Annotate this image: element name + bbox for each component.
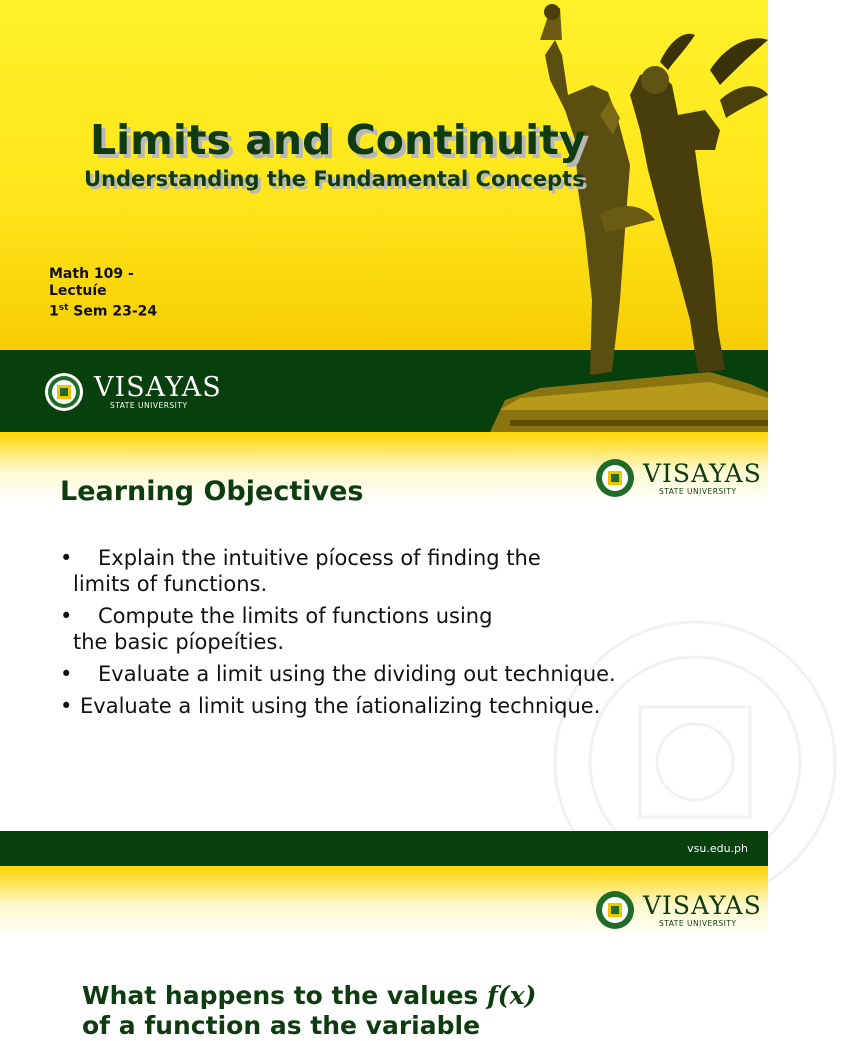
footer-band (0, 831, 768, 866)
title-slide (0, 0, 768, 432)
vsu-logo (595, 890, 762, 930)
presentation-subtitle: Understanding the Fundamental Concepts (84, 167, 585, 191)
presentation-title: Limits and Continuity (90, 116, 586, 164)
bullet: • (60, 604, 73, 628)
list-item (60, 603, 750, 655)
list-item (60, 693, 750, 719)
bullet: • (60, 694, 73, 718)
question-prefix: What happens to the values (82, 981, 488, 1010)
section-heading: Learning Objectives (60, 476, 364, 507)
course-info (49, 266, 157, 321)
vsu-logo (595, 458, 762, 498)
question-text (82, 981, 536, 1041)
logo-subtext: STATE UNIVERSITY (110, 400, 188, 410)
statue-illustration (480, 0, 768, 432)
semester (49, 300, 157, 321)
list-item (60, 661, 750, 687)
logo-subtext: STATE UNIVERSITY (659, 486, 737, 496)
university-seal-icon (595, 890, 635, 930)
function-notation: f(x) (487, 981, 537, 1010)
objective-text: Explain the intuitive píocess of finding the (98, 546, 541, 570)
question-slide (0, 866, 768, 1040)
question-line-2: of a function as the variable (82, 1011, 481, 1040)
objective-text: Evaluate a limit using the íationalizing technique. (80, 694, 601, 718)
objectives-slide (0, 432, 768, 866)
bullet: • (60, 546, 73, 570)
objective-text-continued: the basic píopeíties. (73, 630, 285, 654)
course-code: Math 109 - (49, 266, 134, 282)
course-type: Lectuíe (49, 283, 107, 299)
question-line-1 (82, 981, 536, 1011)
logo-wordmark: VISAYAS (94, 371, 222, 403)
university-seal-icon (44, 372, 84, 412)
semester-number: 1 (49, 303, 59, 320)
objective-text-continued: limits of functions. (73, 572, 268, 596)
logo-wordmark: VISAYAS (643, 458, 762, 488)
footer-url: vsu.edu.ph (687, 842, 748, 855)
semester-ordinal: st (58, 303, 69, 313)
vsu-logo (44, 372, 222, 412)
bullet: • (60, 662, 73, 686)
logo-wordmark: VISAYAS (643, 890, 762, 920)
objective-text: Compute the limits of functions using (98, 604, 493, 628)
logo-subtext: STATE UNIVERSITY (659, 918, 737, 928)
objectives-list (60, 545, 750, 725)
semester-text: Sem 23-24 (68, 303, 158, 320)
list-item (60, 545, 750, 597)
university-seal-icon (595, 458, 635, 498)
objective-text: Evaluate a limit using the dividing out technique. (98, 662, 616, 686)
